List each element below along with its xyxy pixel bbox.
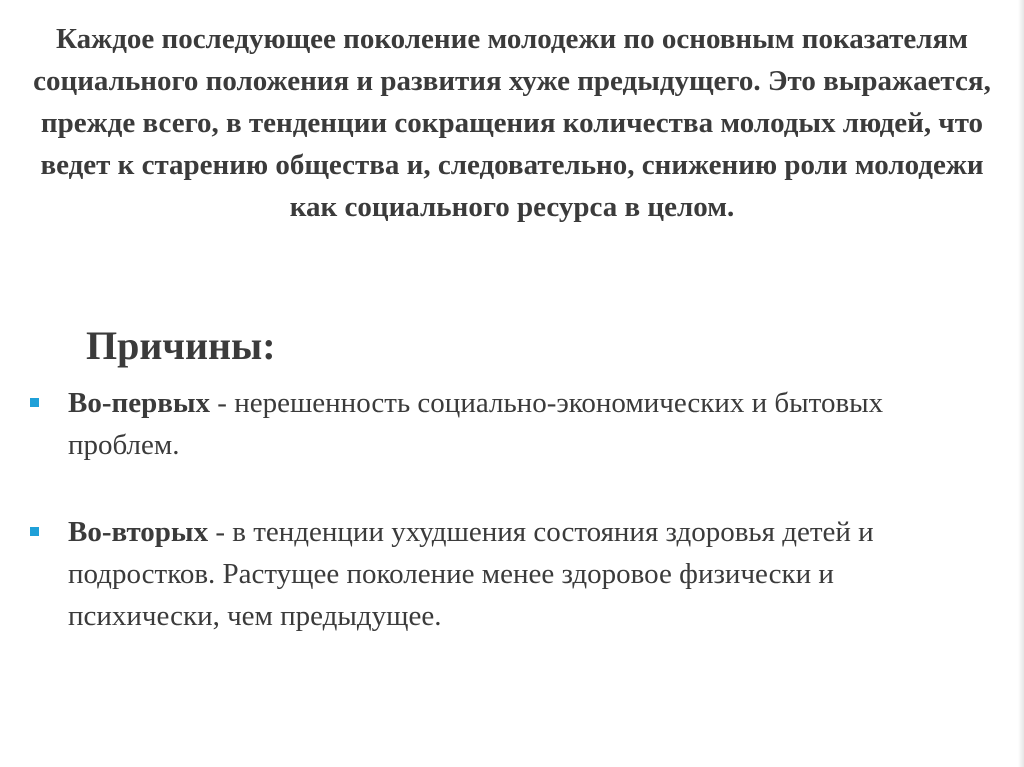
reasons-list — [30, 382, 960, 637]
square-bullet-icon — [30, 398, 39, 407]
reason-text: нерешенность социально-экономических и бытовых проблем. — [68, 387, 884, 461]
reason-term: Во-первых — [68, 387, 211, 419]
intro-paragraph: Каждое последующее поколение молодежи по основным показателям социального положения и развития хуже предыдущего. Это выражается, прежде всего, в тенденции сокращения количества молодых людей, что ведет к старению общества и, следовательно, снижению роли молодежи как социального ресурса в целом. — [33, 23, 991, 223]
reason-text: в тенденции ухудшения состояния здоровья детей и подростков. Растущее поколение менее здоровое физически и психически, чем предыдущее. — [68, 516, 874, 632]
slide-edge-shadow — [1018, 0, 1024, 767]
square-bullet-icon — [30, 527, 39, 536]
reason-term: Во-вторых — [68, 516, 209, 548]
reason-separator: - — [210, 387, 235, 419]
reasons-heading: Причины: — [86, 323, 276, 368]
reason-separator: - — [208, 516, 233, 548]
reason-item-second — [30, 511, 960, 637]
reason-item-first — [30, 382, 960, 466]
